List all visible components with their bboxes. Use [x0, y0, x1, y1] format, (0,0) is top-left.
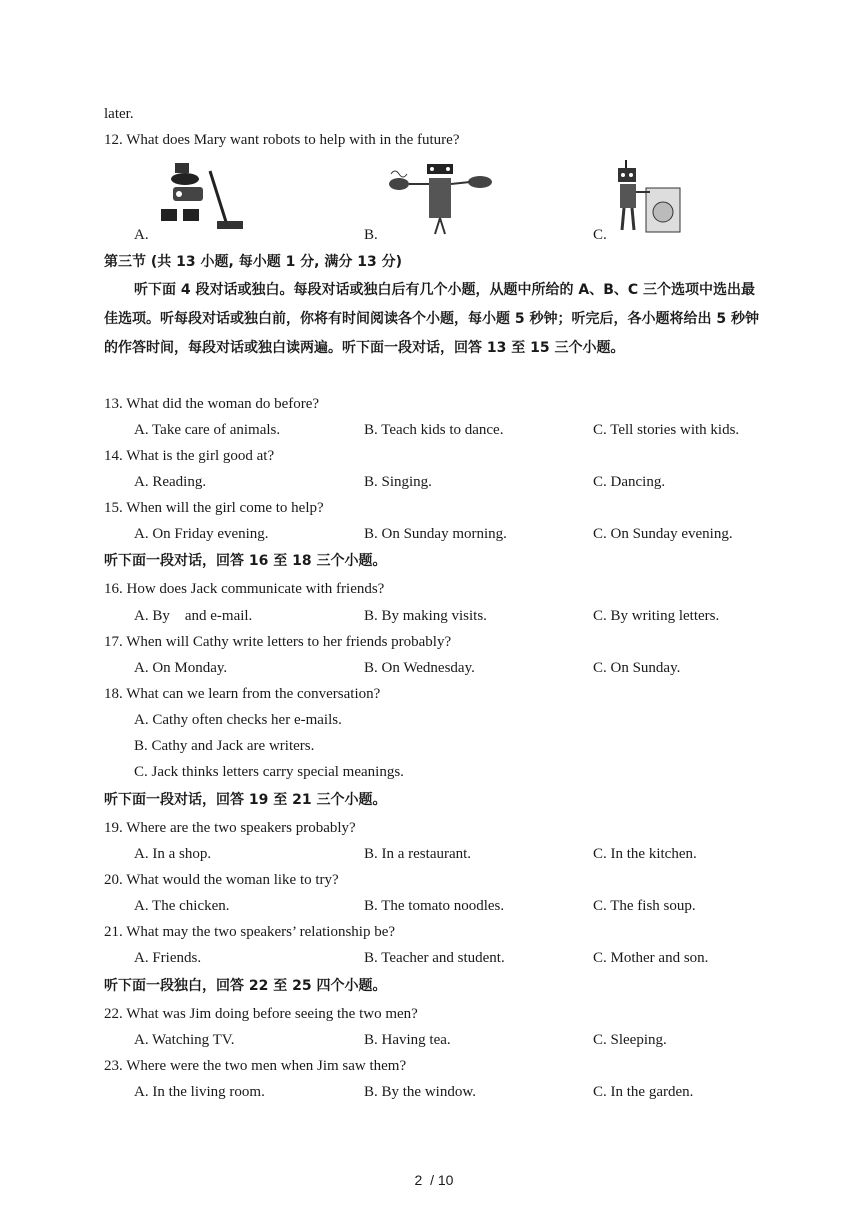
q15-option-b: B. On Sunday morning. — [364, 526, 507, 542]
question-19: 19. Where are the two speakers probably? — [104, 820, 356, 836]
q18-option-c: C. Jack thinks letters carry special meanings. — [134, 764, 404, 780]
q14-option-b: B. Singing. — [364, 474, 432, 490]
q19-option-b: B. In a restaurant. — [364, 846, 472, 862]
question-22: 22. What was Jim doing before seeing the two men? — [104, 1006, 418, 1022]
q17-option-a: A. On Monday. — [134, 660, 228, 676]
q21-option-c: C. Mother and son. — [593, 950, 709, 966]
q19-option-a: A. In a shop. — [134, 846, 212, 862]
subheading-16-18: 听下面一段对话，回答 16 至 18 三个小题。 — [104, 553, 387, 569]
subheading-22-25: 听下面一段独白，回答 22 至 25 四个小题。 — [104, 978, 387, 994]
q22-option-c: C. Sleeping. — [593, 1032, 667, 1048]
q13-option-b: B. Teach kids to dance. — [364, 422, 504, 438]
q16-option-c: C. By writing letters. — [593, 608, 720, 624]
question-13: 13. What did the woman do before? — [104, 396, 320, 412]
q23-option-b: B. By the window. — [364, 1084, 476, 1100]
question-14: 14. What is the girl good at? — [104, 448, 275, 464]
previous-text-tail: later. — [104, 106, 134, 122]
q20-option-b: B. The tomato noodles. — [364, 898, 505, 914]
question-16: 16. How does Jack communicate with friends? — [104, 581, 385, 597]
q16-option-a: A. By and e-mail. — [134, 608, 253, 624]
q12-option-a-label: A. — [134, 227, 149, 243]
q22-option-b: B. Having tea. — [364, 1032, 451, 1048]
q14-option-c: C. Dancing. — [593, 474, 666, 490]
q17-option-b: B. On Wednesday. — [364, 660, 475, 676]
q15-option-c: C. On Sunday evening. — [593, 526, 733, 542]
section-instructions: 听下面 4 段对话或独白。每段对话或独白后有几个小题，从题中所给的 A、B、C 三个选项中选出最佳选项。听每段对话或独白前，你将有时间阅读各个小题，每小题 5 秒钟；听完后，各小题将给出 5 秒钟的作答时间，每段对话或独白读两遍。听下面一段对话，回答 13 至 15 三个小题。 — [104, 282, 759, 356]
q18-option-a: A. Cathy often checks her e-mails. — [134, 712, 342, 728]
question-17: 17. When will Cathy write letters to her friends probably? — [104, 634, 452, 650]
q12-option-c-label: C. — [593, 227, 607, 243]
q16-option-b: B. By making visits. — [364, 608, 487, 624]
q12-option-b-label: B. — [364, 227, 378, 243]
q21-option-b: B. Teacher and student. — [364, 950, 505, 966]
q19-option-c: C. In the kitchen. — [593, 846, 697, 862]
robot-washing-machine-icon — [612, 158, 684, 236]
q20-option-a: A. The chicken. — [134, 898, 230, 914]
q22-option-a: A. Watching TV. — [134, 1032, 235, 1048]
robot-cooking-icon — [385, 160, 495, 235]
question-23: 23. Where were the two men when Jim saw them? — [104, 1058, 407, 1074]
q23-option-a: A. In the living room. — [134, 1084, 265, 1100]
q15-option-a: A. On Friday evening. — [134, 526, 269, 542]
question-18: 18. What can we learn from the conversation? — [104, 686, 381, 702]
section-heading: 第三节 (共 13 小题, 每小题 1 分, 满分 13 分) — [104, 254, 403, 270]
question-12: 12. What does Mary want robots to help with in the future? — [104, 132, 460, 148]
q23-option-c: C. In the garden. — [593, 1084, 694, 1100]
question-15: 15. When will the girl come to help? — [104, 500, 324, 516]
q20-option-c: C. The fish soup. — [593, 898, 696, 914]
q13-option-a: A. Take care of animals. — [134, 422, 281, 438]
q14-option-a: A. Reading. — [134, 474, 207, 490]
q17-option-c: C. On Sunday. — [593, 660, 681, 676]
q21-option-a: A. Friends. — [134, 950, 202, 966]
subheading-19-21: 听下面一段对话，回答 19 至 21 三个小题。 — [104, 792, 387, 808]
robot-sweeping-icon — [155, 157, 250, 235]
question-20: 20. What would the woman like to try? — [104, 872, 339, 888]
question-21: 21. What may the two speakers’ relationship be? — [104, 924, 396, 940]
page-number: 2 / 10 — [414, 1172, 454, 1188]
q18-option-b: B. Cathy and Jack are writers. — [134, 738, 315, 754]
q13-option-c: C. Tell stories with kids. — [593, 422, 740, 438]
